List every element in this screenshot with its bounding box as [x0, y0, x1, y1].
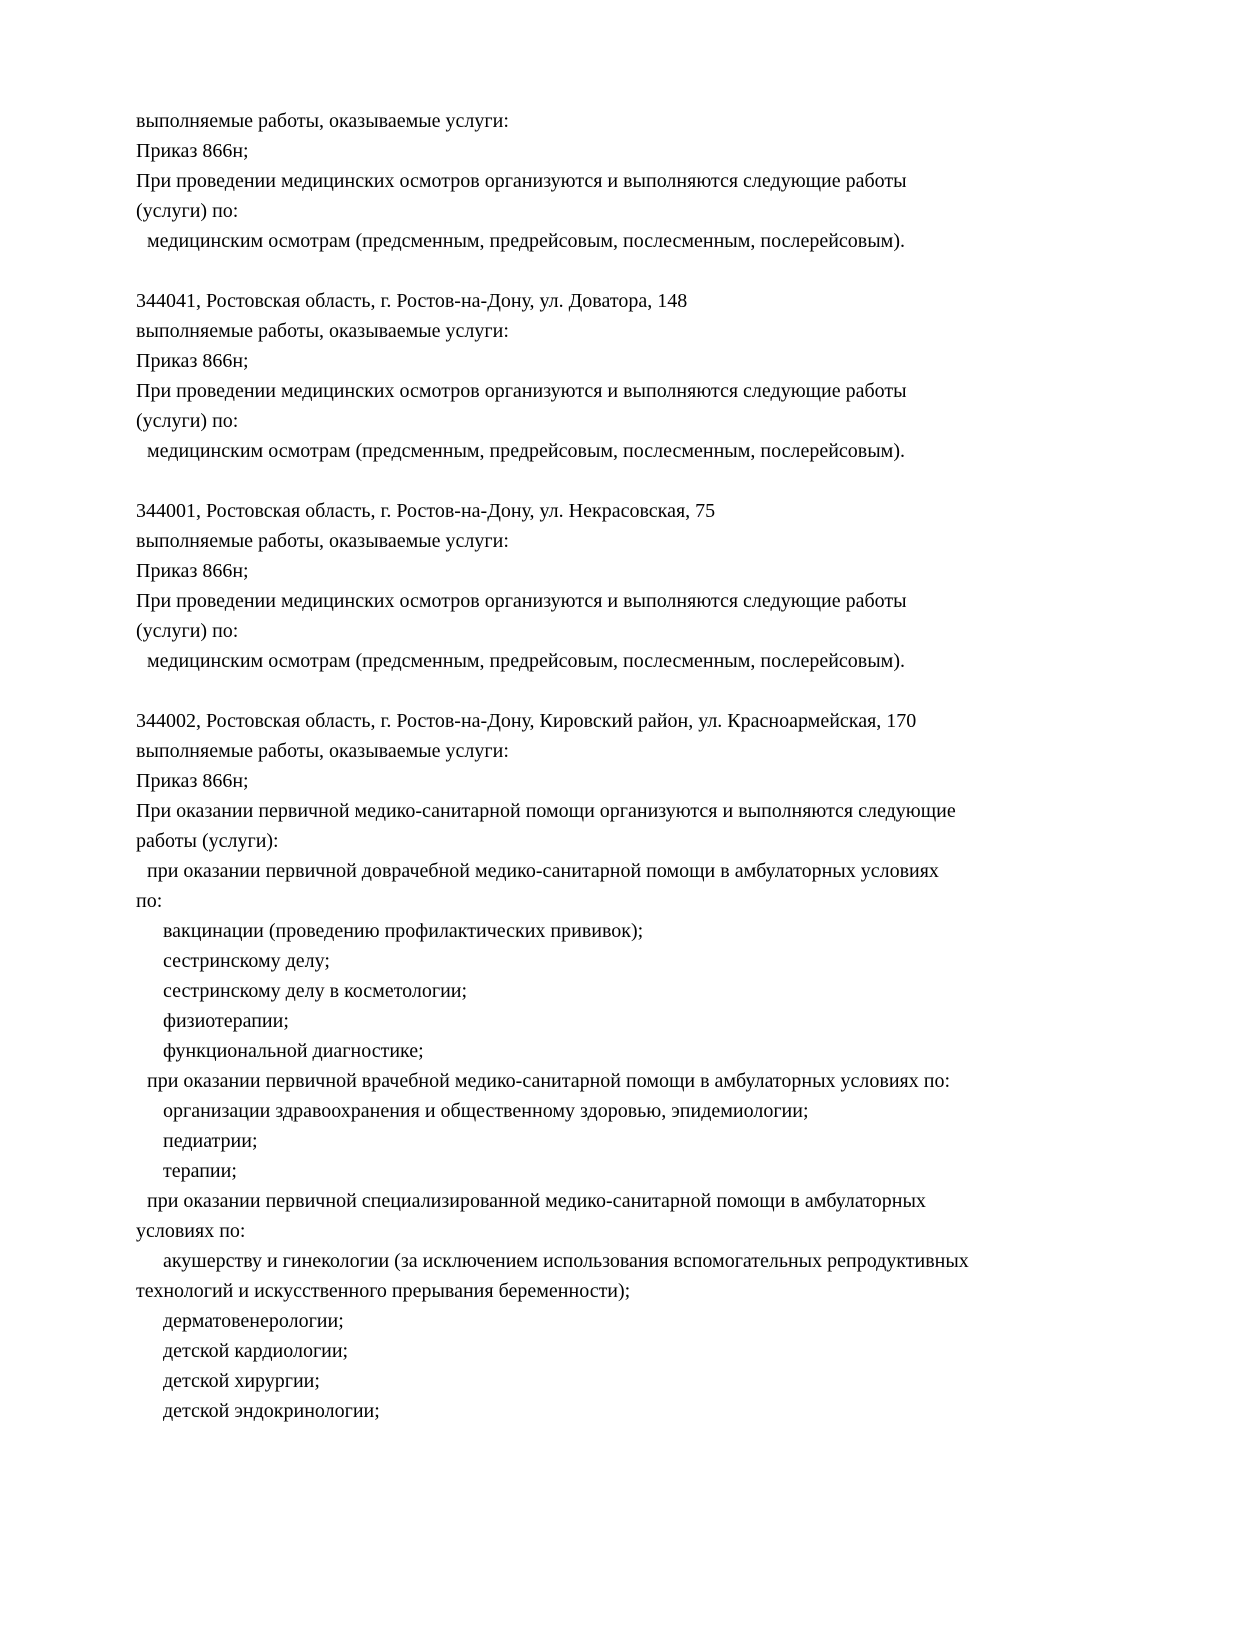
text-line: педиатрии;	[163, 1130, 258, 1152]
text-line: акушерству и гинекологии (за исключением использования вспомогательных репродуктивных	[163, 1250, 969, 1272]
text-line: При проведении медицинских осмотров организуются и выполняются следующие работы	[136, 170, 907, 192]
text-line: детской кардиологии;	[163, 1340, 349, 1362]
text-line: 344002, Ростовская область, г. Ростов-на-Дону, Кировский район, ул. Красноармейская, 170	[136, 710, 917, 732]
text-line: по:	[136, 890, 163, 912]
text-line: выполняемые работы, оказываемые услуги:	[136, 320, 509, 342]
text-line: При проведении медицинских осмотров организуются и выполняются следующие работы	[136, 380, 907, 402]
text-line: 344001, Ростовская область, г. Ростов-на-Дону, ул. Некрасовская, 75	[136, 500, 716, 522]
text-line: (услуги) по:	[136, 410, 239, 432]
text-line: Приказ 866н;	[136, 350, 249, 372]
paragraph-block-address-dovatora-148	[136, 286, 1210, 466]
text-line: при оказании первичной доврачебной медико-санитарной помощи в амбулаторных условиях	[147, 860, 939, 882]
text-line: дерматовенерологии;	[163, 1310, 344, 1332]
text-line: выполняемые работы, оказываемые услуги:	[136, 740, 509, 762]
text-line: (услуги) по:	[136, 200, 239, 222]
text-line: работы (услуги):	[136, 830, 279, 852]
text-line: (услуги) по:	[136, 620, 239, 642]
text-line: детской эндокринологии;	[163, 1400, 380, 1422]
text-line: медицинским осмотрам (предсменным, предрейсовым, послесменным, послерейсовым).	[147, 230, 905, 252]
text-line: при оказании первичной врачебной медико-санитарной помощи в амбулаторных условиях по:	[147, 1070, 951, 1092]
text-line: При проведении медицинских осмотров организуются и выполняются следующие работы	[136, 590, 907, 612]
text-line: Приказ 866н;	[136, 140, 249, 162]
text-line: физиотерапии;	[163, 1010, 289, 1032]
text-line: условиях по:	[136, 1220, 246, 1242]
text-line: выполняемые работы, оказываемые услуги:	[136, 110, 509, 132]
text-line: технологий и искусственного прерывания беременности);	[136, 1280, 631, 1302]
text-line: выполняемые работы, оказываемые услуги:	[136, 530, 509, 552]
text-line: сестринскому делу в косметологии;	[163, 980, 468, 1002]
text-line: детской хирургии;	[163, 1370, 320, 1392]
text-line: сестринскому делу;	[163, 950, 330, 972]
paragraph-block-services-continued-top	[136, 106, 1210, 256]
paragraph-block-address-nekrasovskaya-75	[136, 496, 1210, 676]
text-line: при оказании первичной специализированной медико-санитарной помощи в амбулаторных	[147, 1190, 926, 1212]
text-line: функциональной диагностике;	[163, 1040, 424, 1062]
text-line: медицинским осмотрам (предсменным, предрейсовым, послесменным, послерейсовым).	[147, 650, 905, 672]
text-line: вакцинации (проведению профилактических прививок);	[163, 920, 644, 942]
text-line: медицинским осмотрам (предсменным, предрейсовым, послесменным, послерейсовым).	[147, 440, 905, 462]
text-line: терапии;	[163, 1160, 237, 1182]
paragraph-block-address-krasnoarmeyskaya-170	[136, 706, 1210, 1426]
text-line: организации здравоохранения и общественному здоровью, эпидемиологии;	[163, 1100, 809, 1122]
text-line: Приказ 866н;	[136, 770, 249, 792]
text-line: Приказ 866н;	[136, 560, 249, 582]
text-line: 344041, Ростовская область, г. Ростов-на-Дону, ул. Доватора, 148	[136, 290, 688, 312]
text-line: При оказании первичной медико-санитарной помощи организуются и выполняются следующие	[136, 800, 956, 822]
document-body	[136, 106, 1210, 1426]
